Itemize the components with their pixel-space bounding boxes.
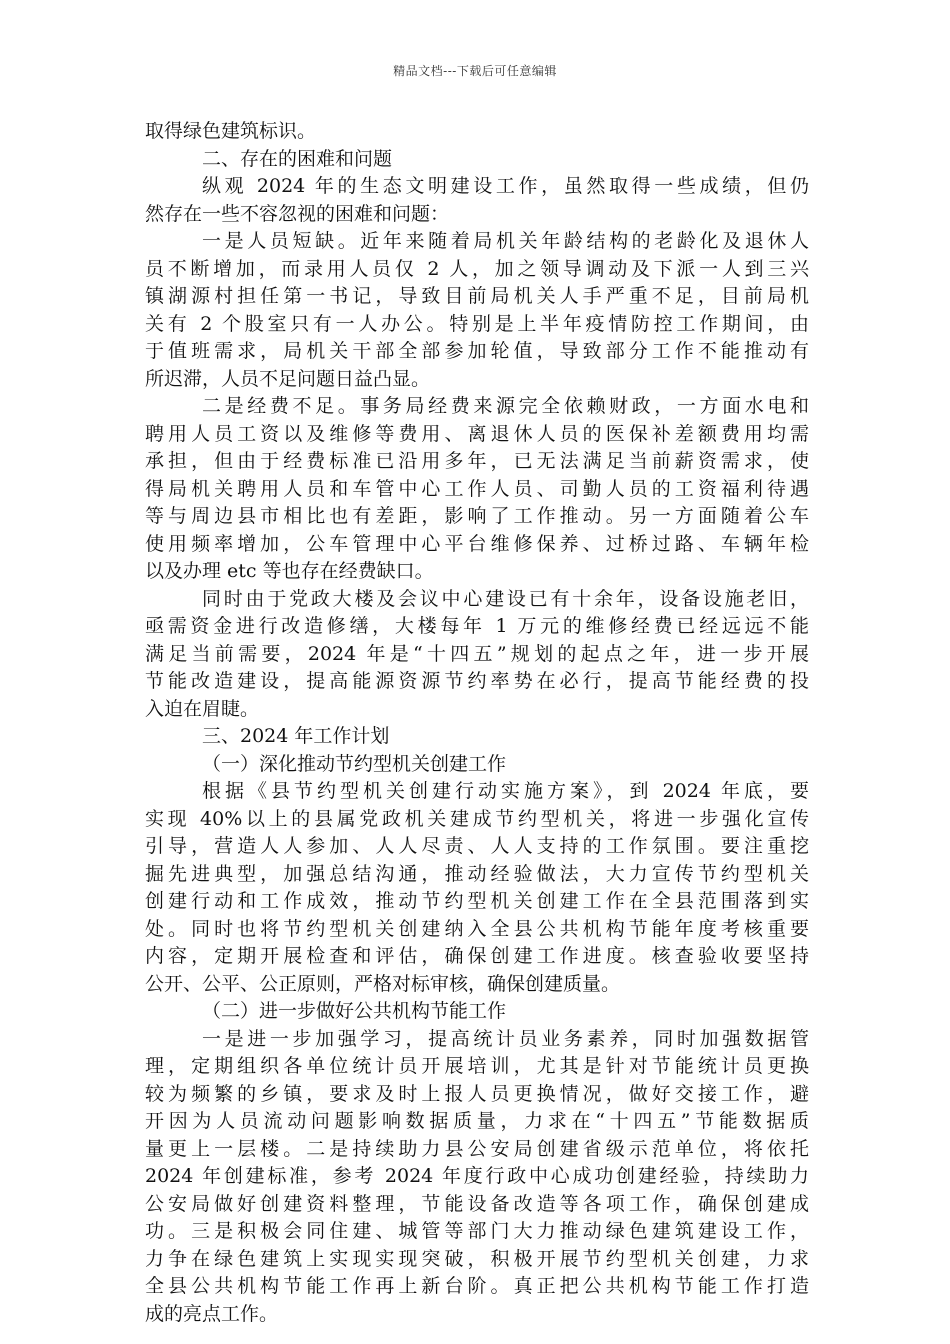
text-line: 处。同时也将节约型机关创建纳入全县公共机构节能年度考核重要 [145,917,809,940]
text-line: 开因为人员流动问题影响数据质量，力求在“十四五”节能数据质 [145,1110,809,1132]
text-line: 纵观 2024 年的生态文明建设工作，虽然取得一些成绩，但仍 [202,175,809,197]
text-line: 镇湖源村担任第一书记，导致目前局机关人手严重不足，目前局机 [145,285,809,307]
section-heading: （二）进一步做好公共机构节能工作 [202,1000,507,1022]
text-line: 较为频繁的乡镇，要求及时上报人员更换情况，做好交接工作，避 [145,1082,809,1105]
text-line: 创建行动和工作成效，推动节约型机关创建工作在全县范围落到实 [145,890,809,912]
section-heading: 二、存在的困难和问题 [202,147,393,170]
text-line: 实现 40%以上的县属党政机关建成节约型机关，将进一步强化宣传 [145,807,809,830]
text-line: 内容，定期开展检查和评估，确保创建工作进度。核查验收要坚持 [145,945,809,967]
text-line: 一是人员短缺。近年来随着局机关年龄结构的老龄化及退休人 [202,230,809,252]
text-line: 一是进一步加强学习，提高统计员业务素养，同时加强数据管 [202,1027,809,1050]
text-line: 入迫在眉睫。 [145,697,260,720]
text-line: 以及办理 etc 等也存在经费缺口。 [145,560,434,582]
text-line: 取得绿色建筑标识。 [145,120,317,142]
text-line: 使用频率增加，公车管理中心平台维修保养、过桥过路、车辆年检 [145,532,809,555]
text-line: 员不断增加，而录用人员仅 2 人，加之领导调动及下派一人到三兴 [145,257,809,280]
section-heading: （一）深化推动节约型机关创建工作 [202,752,507,775]
text-line: 聘用人员工资以及维修等费用、离退休人员的医保补差额费用均需 [145,422,809,445]
text-line: 理，定期组织各单位统计员开展培训，尤其是针对节能统计员更换 [145,1055,809,1077]
document-body [145,118,809,1328]
text-line: 亟需资金进行改造修缮，大楼每年 1 万元的维修经费已经远远不能 [145,615,809,637]
text-line: 力争在绿色建筑上实现实现突破，积极开展节约型机关创建，力求 [145,1247,809,1270]
text-line: 掘先进典型，加强总结沟通，推动经验做法，大力宣传节约型机关 [145,862,809,885]
text-line: 得局机关聘用人员和车管中心工作人员、司勤人员的工资福利待遇 [145,477,809,500]
text-line: 同时由于党政大楼及会议中心建设已有十余年，设备设施老旧， [202,587,809,610]
text-line: 根据《县节约型机关创建行动实施方案》，到 2024 年底，要 [202,780,809,802]
text-line: 成的亮点工作。 [145,1302,279,1325]
text-line: 关有 2 个股室只有一人办公。特别是上半年疫情防控工作期间，由 [145,312,809,335]
page-header: 精品文档---下载后可任意编辑 [393,64,557,78]
text-line: 引导，营造人人参加、人人尽责、人人支持的工作氛围。要注重挖 [145,835,809,857]
section-heading: 三、2024 年工作计划 [202,725,390,747]
text-line: 等与周边县市相比也有差距，影响了工作推动。另一方面随着公车 [145,505,809,527]
text-line: 公安局做好创建资料整理，节能设备改造等各项工作，确保创建成 [145,1192,809,1215]
text-line: 量更上一层楼。二是持续助力县公安局创建省级示范单位，将依托 [145,1137,809,1160]
text-line: 2024 年创建标准，参考 2024 年度行政中心成功创建经验，持续助力 [145,1165,809,1187]
text-line: 承担，但由于经费标准已沿用多年，已无法满足当前薪资需求，使 [145,450,809,472]
text-line: 二是经费不足。事务局经费来源完全依赖财政，一方面水电和 [202,395,809,417]
text-line: 全县公共机构节能工作再上新台阶。真正把公共机构节能工作打造 [145,1275,809,1297]
text-line: 然存在一些不容忽视的困难和问题： [145,202,450,225]
text-line: 公开、公平、公正原则，严格对标审核，确保创建质量。 [145,972,621,995]
text-line: 所迟滞，人员不足问题日益凸显。 [145,367,431,390]
text-line: 节能改造建设，提高能源资源节约率势在必行，提高节能经费的投 [145,670,809,692]
text-line: 满足当前需要，2024 年是“十四五”规划的起点之年，进一步开展 [145,642,809,665]
text-line: 于值班需求，局机关干部全部参加轮值，导致部分工作不能推动有 [145,340,809,362]
text-line: 功。三是积极会同住建、城管等部门大力推动绿色建筑建设工作， [145,1220,809,1242]
